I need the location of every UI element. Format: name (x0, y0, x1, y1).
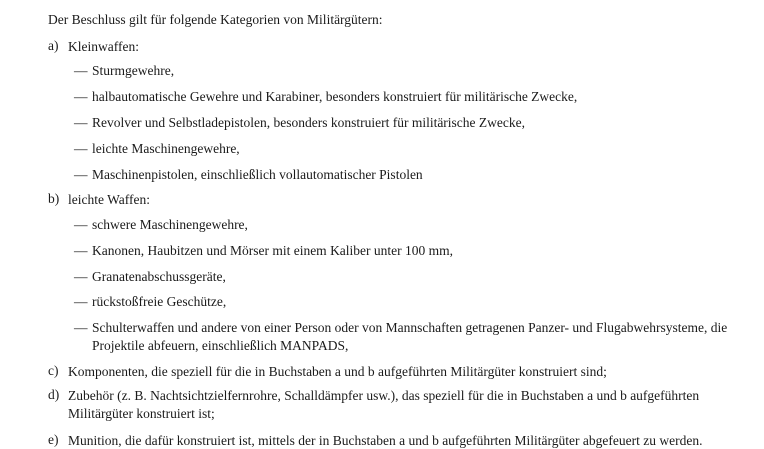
sublist-item (48, 293, 734, 311)
sublist-item (48, 140, 734, 158)
sublist-item-text: Sturmgewehre, (92, 63, 175, 79)
sublist-item (48, 242, 734, 260)
list-text-b: leichte Waffen: (68, 192, 151, 208)
sublist-item-text: Maschinenpistolen, einschließlich vollautomatischer Pistolen (92, 166, 423, 182)
list-text-a: Kleinwaffen: (68, 38, 139, 54)
dash-icon: — (74, 268, 88, 284)
sublist-item (48, 114, 734, 132)
sublist-item (48, 216, 734, 234)
dash-icon: — (74, 217, 88, 233)
list-marker-e: e) (48, 431, 59, 447)
sublist-item-text: halbautomatische Gewehre und Karabiner, besonders konstruiert für militärische Zwecke, (92, 89, 578, 105)
dash-icon: — (74, 140, 88, 156)
sublist-item-text: schwere Maschinengewehre, (92, 217, 248, 233)
sublist-item (48, 88, 734, 106)
dash-icon: — (74, 166, 88, 182)
dash-icon: — (74, 115, 88, 131)
sublist-item-text: leichte Maschinengewehre, (92, 140, 240, 156)
list-text-d: Zubehör (z. B. Nachtsichtzielfernrohre, Schalldämpfer usw.), das speziell für die in Buchstaben a und b aufgeführten Militärgüter konstruiert ist; (68, 388, 700, 421)
list-item-e (48, 432, 734, 449)
dash-icon: — (74, 320, 88, 336)
list-item-d (48, 387, 734, 422)
sublist-item (48, 319, 734, 355)
list-marker-c: c) (48, 362, 59, 378)
sublist-item-text: rückstoßfreie Geschütze, (92, 294, 227, 310)
dash-icon: — (74, 242, 88, 258)
list-item-c (48, 363, 734, 381)
dash-icon: — (74, 294, 88, 310)
list-marker-a: a) (48, 37, 59, 53)
intro-paragraph: Der Beschluss gilt für folgende Kategorien von Militärgütern: (48, 12, 383, 27)
sublist-item-text: Schulterwaffen und andere von einer Person oder von Mannschaften getragenen Panzer- und Flugabwehrsysteme, die Projektile abfeuern, einschließlich MANPADS, (92, 320, 728, 354)
list-text-c: Komponenten, die speziell für die in Buchstaben a und b aufgeführten Militärgüter konstruiert sind; (68, 363, 607, 379)
list-item-b (48, 191, 734, 209)
sublist-item-text: Kanonen, Haubitzen und Mörser mit einem Kaliber unter 100 mm, (92, 242, 454, 258)
sublist-b (48, 216, 734, 355)
list-text-e: Munition, die dafür konstruiert ist, mittels der in Buchstaben a und b aufgeführten Militärgüter abgefeuert zu werden. (68, 432, 703, 448)
list-marker-d: d) (48, 387, 60, 403)
sublist-item (48, 166, 734, 184)
dash-icon: — (74, 89, 88, 105)
list-item-a (48, 38, 734, 56)
sublist-item-text: Revolver und Selbstladepistolen, besonders konstruiert für militärische Zwecke, (92, 115, 526, 131)
list-marker-b: b) (48, 191, 60, 207)
sublist-item-text: Granatenabschussgeräte, (92, 268, 226, 284)
sublist-item (48, 62, 734, 80)
sublist-item (48, 268, 734, 286)
sublist-a (48, 62, 734, 183)
dash-icon: — (74, 63, 88, 79)
